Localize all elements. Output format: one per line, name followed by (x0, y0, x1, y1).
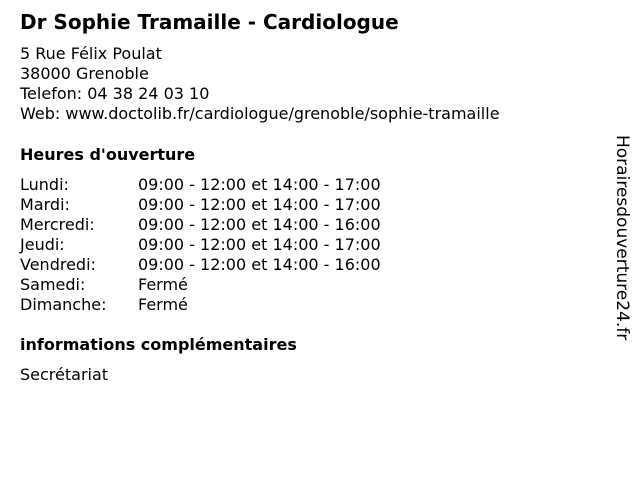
phone-number: Telefon: 04 38 24 03 10 (20, 84, 210, 103)
address-city: 38000 Grenoble (20, 64, 149, 83)
day-label: Samedi: (20, 275, 86, 294)
time-value: Fermé (138, 275, 188, 294)
site-watermark (611, 135, 635, 375)
time-value: Fermé (138, 295, 188, 314)
hours-row-tuesday (20, 195, 381, 215)
address-block (20, 44, 500, 124)
hours-row-saturday (20, 275, 381, 295)
day-label: Lundi: (20, 175, 69, 194)
hours-row-wednesday (20, 215, 381, 235)
hours-table (20, 175, 381, 315)
time-value: 09:00 - 12:00 et 14:00 - 17:00 (138, 235, 381, 254)
hours-row-sunday (20, 295, 381, 315)
hours-row-thursday (20, 235, 381, 255)
day-label: Jeudi: (20, 235, 65, 254)
page-title: Dr Sophie Tramaille - Cardiologue (20, 10, 399, 34)
website: Web: www.doctolib.fr/cardiologue/grenoble/sophie-tramaille (20, 104, 500, 123)
day-label: Mardi: (20, 195, 70, 214)
time-value: 09:00 - 12:00 et 14:00 - 16:00 (138, 215, 381, 234)
day-label: Vendredi: (20, 255, 96, 274)
hours-row-friday (20, 255, 381, 275)
hours-heading: Heures d'ouverture (20, 145, 196, 164)
info-heading: informations complémentaires (20, 335, 297, 354)
time-value: 09:00 - 12:00 et 14:00 - 16:00 (138, 255, 381, 274)
day-label: Dimanche: (20, 295, 107, 314)
watermark-text: Horairesdouverture24.fr (612, 135, 632, 341)
info-text: Secrétariat (20, 365, 109, 384)
address-street: 5 Rue Félix Poulat (20, 44, 162, 63)
time-value: 09:00 - 12:00 et 14:00 - 17:00 (138, 195, 381, 214)
day-label: Mercredi: (20, 215, 95, 234)
time-value: 09:00 - 12:00 et 14:00 - 17:00 (138, 175, 381, 194)
hours-row-monday (20, 175, 381, 195)
